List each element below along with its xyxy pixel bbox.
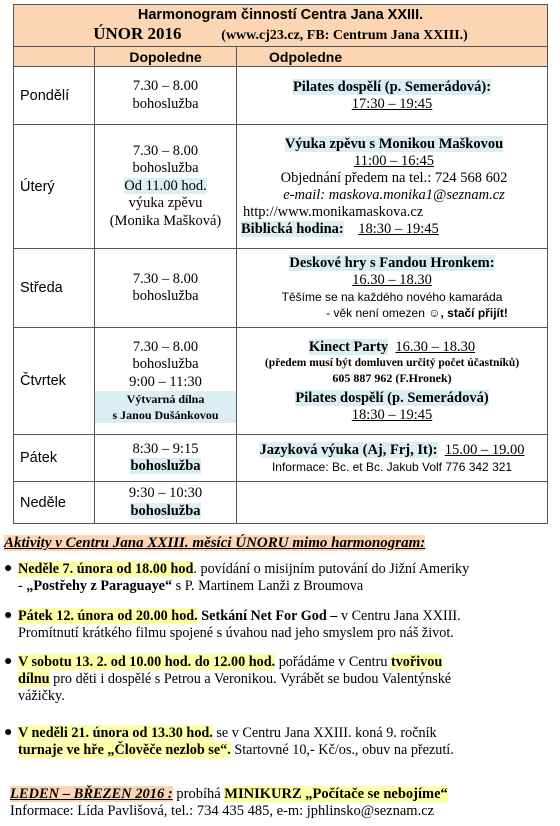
- thursday-morning: 7.30 – 8.00 bohoslužba 9:00 – 11:30 Výtvarná dílna s Janou Dušánkovou: [95, 328, 237, 435]
- day-tuesday: Úterý: [14, 125, 95, 249]
- thursday-activity-title: Kinect Party: [308, 338, 389, 355]
- schedule-table: [13, 4, 548, 524]
- bullet-icon: ●: [4, 608, 13, 623]
- tuesday-activity-title: Výuka zpěvu s Monikou Maškovou: [284, 135, 504, 152]
- activity-item-3: V sobotu 13. 2. od 10.00 hod. do 12.00 hod. pořádáme v Centru tvořivou dílnu pro děti i dospělé s Petrou a Veronikou. Vyrábět se budou Valentýnské vážičky.: [18, 654, 452, 704]
- activities-heading-wrap: [4, 535, 425, 552]
- day-sunday: Neděle: [14, 482, 95, 524]
- smiley-icon: ☺: [428, 306, 441, 320]
- monday-afternoon: [237, 67, 548, 125]
- footer-course: MINIKURZ „Počítače se nebojíme“: [224, 786, 448, 802]
- footer-period: LEDEN – BŘEZEN 2016 :: [10, 786, 173, 802]
- monday-morning: 7.30 – 8.00 bohoslužba: [95, 67, 237, 125]
- day-monday: Pondělí: [14, 67, 95, 125]
- activities-heading: Aktivity v Centru Jana XXIII. měsíci ÚNORU mimo harmonogram:: [4, 535, 426, 551]
- bullet-icon: ●: [4, 561, 13, 576]
- friday-morning: 8:30 – 9:15 bohoslužba: [95, 435, 237, 482]
- contact-info: (www.cj23.cz, FB: Centrum Jana XXIII.): [221, 27, 468, 43]
- bullet-icon: ●: [4, 725, 13, 740]
- sunday-afternoon: [237, 482, 548, 524]
- activity-item-2: Pátek 12. února od 20.00 hod. Setkání Net For God – v Centru Jana XXIII. Promítnutí krátkého filmu spojené s úvahou nad jeho smyslem pro náš život.: [18, 608, 461, 641]
- wednesday-morning: 7.30 – 8.00 bohoslužba: [95, 249, 237, 328]
- tuesday-morning: 7.30 – 8.00 bohoslužba Od 11.00 hod. výuka zpěvu (Monika Mašková): [95, 125, 237, 249]
- thursday-afternoon: Kinect Party 16.30 – 18.30 (předem musí být domluven určitý počet účastníků) 605 887 962 (F.Hronek) Pilates dospělí (p. Semerádová) 18:30 – 19:45: [237, 328, 548, 435]
- col-morning: Dopoledne: [95, 47, 237, 67]
- day-wednesday: Středa: [14, 249, 95, 328]
- monday-activity-title: Pilates dospělí (p. Semerádová):: [292, 78, 492, 95]
- schedule-header: [14, 5, 548, 47]
- footer-info: Informace: Lída Pavlišová, tel.: 734 435 485, e-m: jphlinsko@seznam.cz: [10, 803, 435, 819]
- friday-afternoon: Jazyková výuka (Aj, Frj, It): 15.00 – 19.00 Informace: Bc. et Bc. Jakub Volf 776 342 321: [237, 435, 548, 482]
- friday-activity-title: Jazyková výuka (Aj, Frj, It):: [259, 441, 438, 458]
- wednesday-afternoon: Deskové hry s Fandou Hronkem: 16.30 – 18.30 Těšíme se na každého nového kamaráda - věk není omezen ☺, stačí přijít!: [237, 249, 548, 328]
- month-label: ÚNOR 2016: [93, 23, 182, 43]
- bullet-icon: ●: [4, 654, 13, 669]
- day-friday: Pátek: [14, 435, 95, 482]
- footer: LEDEN – BŘEZEN 2016 : probíhá MINIKURZ „Počítače se nebojíme“ Informace: Lída Pavlišová, tel.: 734 435 485, e-m: jphlinsko@seznam.cz: [10, 786, 555, 820]
- activity-item-1: Neděle 7. února od 18.00 hod. povídání o misijním putování do Jižní Ameriky - „Postřehy z Paraguaye“ s P. Martinem Lanži z Broumova: [18, 561, 470, 594]
- tuesday-afternoon: Výuka zpěvu s Monikou Maškovou 11:00 – 16:45 Objednání předem na tel.: 724 568 602 e-mail: maskova.monika1@seznam.cz http://www.monikamaskova.cz Biblická hodina: 18:30 – 19:45: [237, 125, 548, 249]
- col-afternoon: Odpoledne: [237, 47, 548, 67]
- activity-item-4: V neděli 21. února od 13.30 hod. se v Centru Jana XXIII. koná 9. ročník turnaje ve hře „Člověče nezlob se“. Startovné 10,- Kč/os., obuv na přezutí.: [18, 725, 454, 758]
- sunday-morning: 9:30 – 10:30 bohoslužba: [95, 482, 237, 524]
- monday-activity-time: 17:30 – 19:45: [351, 95, 433, 112]
- wednesday-activity-title: Deskové hry s Fandou Hronkem:: [289, 255, 495, 271]
- schedule-title: Harmonogram činností Centra Jana XXIII.: [137, 6, 424, 23]
- day-thursday: Čtvrtek: [14, 328, 95, 435]
